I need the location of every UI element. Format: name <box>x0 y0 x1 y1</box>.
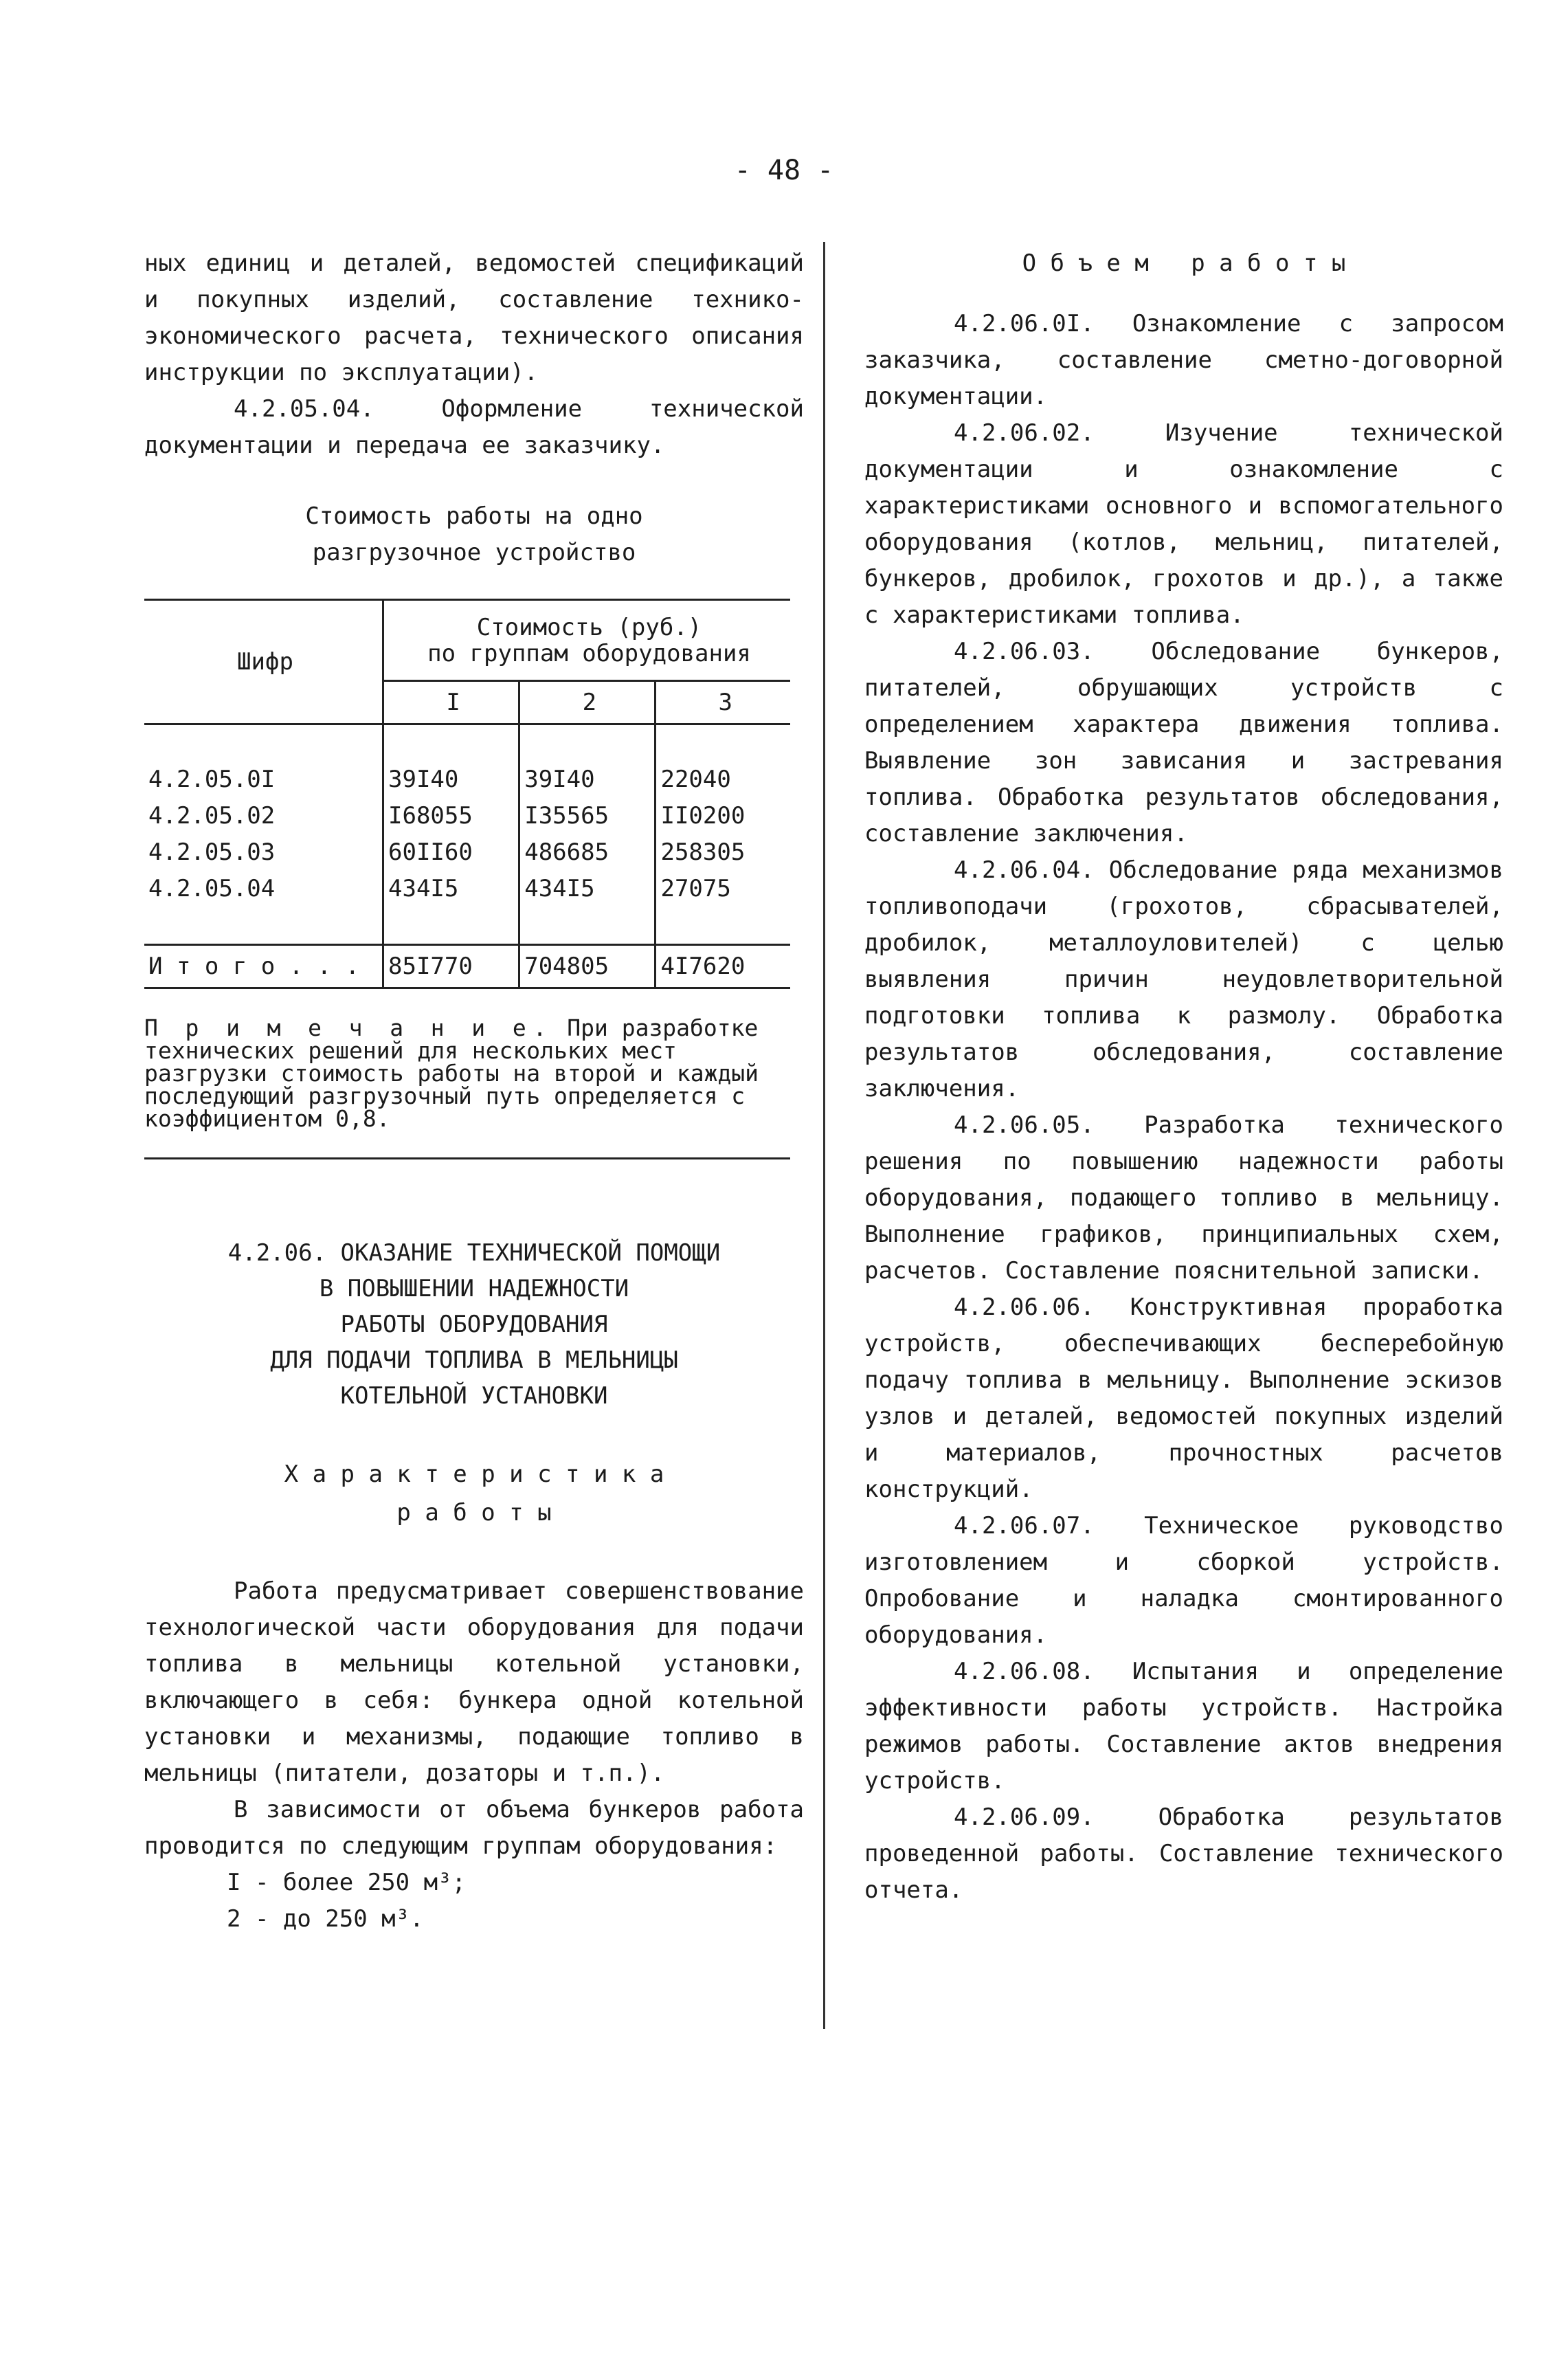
scope-item: 4.2.06.04. Обследование ряда механизмов топливоподачи (грохотов, сбрасывателей, дробилок, металлоуловителей) с целью выявления причин неудовлетворительной подготовки топлива к размолу. Обработка результатов обследования, составление заключения. <box>864 856 1503 1102</box>
row-value-3: 22040 <box>656 762 790 798</box>
row-value-1: 434I5 <box>383 871 519 907</box>
header-group-2: 2 <box>519 681 656 724</box>
item-4-2-05-04: 4.2.05.04. Оформление технической документации и передача ее заказчику. <box>144 395 804 459</box>
header-cost-line1: Стоимость (руб.) <box>476 613 702 641</box>
scope-item: 4.2.06.09. Обработка результатов проведенной работы. Составление технического отчета. <box>864 1803 1503 1904</box>
cost-table <box>144 599 790 989</box>
characteristics-heading <box>144 1455 804 1532</box>
table-note <box>144 1014 804 1132</box>
header-group-3: 3 <box>656 681 790 724</box>
section-title-line: ДЛЯ ПОДАЧИ ТОПЛИВА В МЕЛЬНИЦЫ <box>270 1346 678 1374</box>
row-code: 4.2.05.02 <box>148 802 276 830</box>
section-title-line: В ПОВЫШЕНИИ НАДЕЖНОСТИ <box>319 1275 629 1302</box>
total-value-2: 704805 <box>519 945 656 988</box>
scope-item: 4.2.06.07. Техническое руководство изготовлением и сборкой устройств. Опробование и наладка смонтированного оборудования. <box>864 1512 1503 1649</box>
header-code: Шифр <box>144 600 383 724</box>
row-code: 4.2.05.04 <box>148 875 276 902</box>
table-row <box>144 871 790 907</box>
scope-item: 4.2.06.0I. Ознакомление с запросом заказчика, составление сметно-договорной документации. <box>864 310 1503 410</box>
equipment-group-1: I - более 250 м³; <box>227 1869 466 1896</box>
table-row <box>144 762 790 798</box>
intro-continuation: ных единиц и деталей, ведомостей спецификаций и покупных изделий, составление технико-экономического расчета, технического описания инструкции по эксплуатации). <box>144 249 804 386</box>
section-title-line: РАБОТЫ ОБОРУДОВАНИЯ <box>340 1311 608 1338</box>
row-value-1: I68055 <box>383 798 519 834</box>
table-caption-line1: Стоимость работы на одно <box>305 502 643 530</box>
header-cost <box>383 600 791 681</box>
section-title-line: 4.2.06. ОКАЗАНИЕ ТЕХНИЧЕСКОЙ ПОМОЩИ <box>227 1239 721 1267</box>
equipment-group-2: 2 - до 250 м³. <box>227 1905 424 1933</box>
scope-item: 4.2.06.05. Разработка технического решения по повышению надежности работы оборудования, подающего топливо в мельницу. Выполнение графиков, принципиальных схем, расчетов. Составление пояснительной записки. <box>864 1111 1503 1285</box>
scope-heading: О б ъ е м р а б о т ы <box>1022 249 1346 277</box>
page-number: - 48 - <box>734 155 834 186</box>
table-row <box>144 834 790 871</box>
scope-item: 4.2.06.02. Изучение технической документации и ознакомление с характеристиками основного и вспомогательного оборудования (котлов, мельниц, питателей, бункеров, дробилок, грохотов и др.), а также с характеристиками топлива. <box>864 419 1503 629</box>
characteristics-heading-line1: Х а р а к т е р и с т и к а <box>284 1461 664 1488</box>
scope-item: 4.2.06.03. Обследование бункеров, питателей, обрушающих устройств с определением характера движения топлива. Выявление зон зависания и застревания топлива. Обработка результатов обследования, составление заключения. <box>864 638 1503 847</box>
left-column <box>144 245 804 1938</box>
row-value-2: 434I5 <box>519 871 656 907</box>
scope-item: 4.2.06.08. Испытания и определение эффективности работы устройств. Настройка режимов работы. Составление актов внедрения устройств. <box>864 1658 1503 1795</box>
header-cost-line2: по группам оборудования <box>427 639 751 667</box>
row-value-2: 486685 <box>519 834 656 871</box>
note-text: При разработке технических решений для нескольких мест разгрузки стоимость работы на второй и каждый последующий разгрузочный путь определяется с коэффициентом 0,8. <box>144 1014 759 1132</box>
scope-item: 4.2.06.06. Конструктивная проработка устройств, обеспечивающих бесперебойную подачу топлива в мельницу. Выполнение эскизов узлов и деталей, ведомостей покупных изделий и материалов, прочностных расчетов конструкций. <box>864 1294 1503 1503</box>
row-code: 4.2.05.03 <box>148 839 276 866</box>
row-value-2: 39I40 <box>519 762 656 798</box>
table-caption-line2: разгрузочное устройство <box>312 539 636 566</box>
table-end-rule <box>144 1157 790 1159</box>
section-title <box>144 1235 804 1414</box>
row-value-3: 27075 <box>656 871 790 907</box>
total-value-1: 85I770 <box>383 945 519 988</box>
header-group-1: I <box>383 681 519 724</box>
characteristics-paragraph-1: Работа предусматривает совершенствование технологической части оборудования для подачи топлива в мельницы котельной установки, включающего в себя: бункера одной котельной установки и механизмы, подающие топливо в мельницы (питатели, дозаторы и т.п.). <box>144 1577 804 1787</box>
row-code: 4.2.05.0I <box>148 766 276 793</box>
row-value-1: 60II60 <box>383 834 519 871</box>
total-label: И т о г о . . . <box>144 945 383 988</box>
section-title-line: КОТЕЛЬНОЙ УСТАНОВКИ <box>340 1382 608 1410</box>
table-total-row <box>144 945 790 988</box>
right-column <box>864 245 1503 1909</box>
total-value-3: 4I7620 <box>656 945 790 988</box>
table-caption <box>144 498 804 571</box>
column-divider <box>823 242 825 2029</box>
row-value-3: 258305 <box>656 834 790 871</box>
characteristics-heading-line2: р а б о т ы <box>396 1499 552 1526</box>
row-value-1: 39I40 <box>383 762 519 798</box>
characteristics-paragraph-2: В зависимости от объема бункеров работа проводится по следующим группам оборудования: <box>144 1796 804 1860</box>
row-value-2: I35565 <box>519 798 656 834</box>
note-label: П р и м е ч а н и е. <box>144 1014 554 1041</box>
row-value-3: II0200 <box>656 798 790 834</box>
table-row <box>144 798 790 834</box>
